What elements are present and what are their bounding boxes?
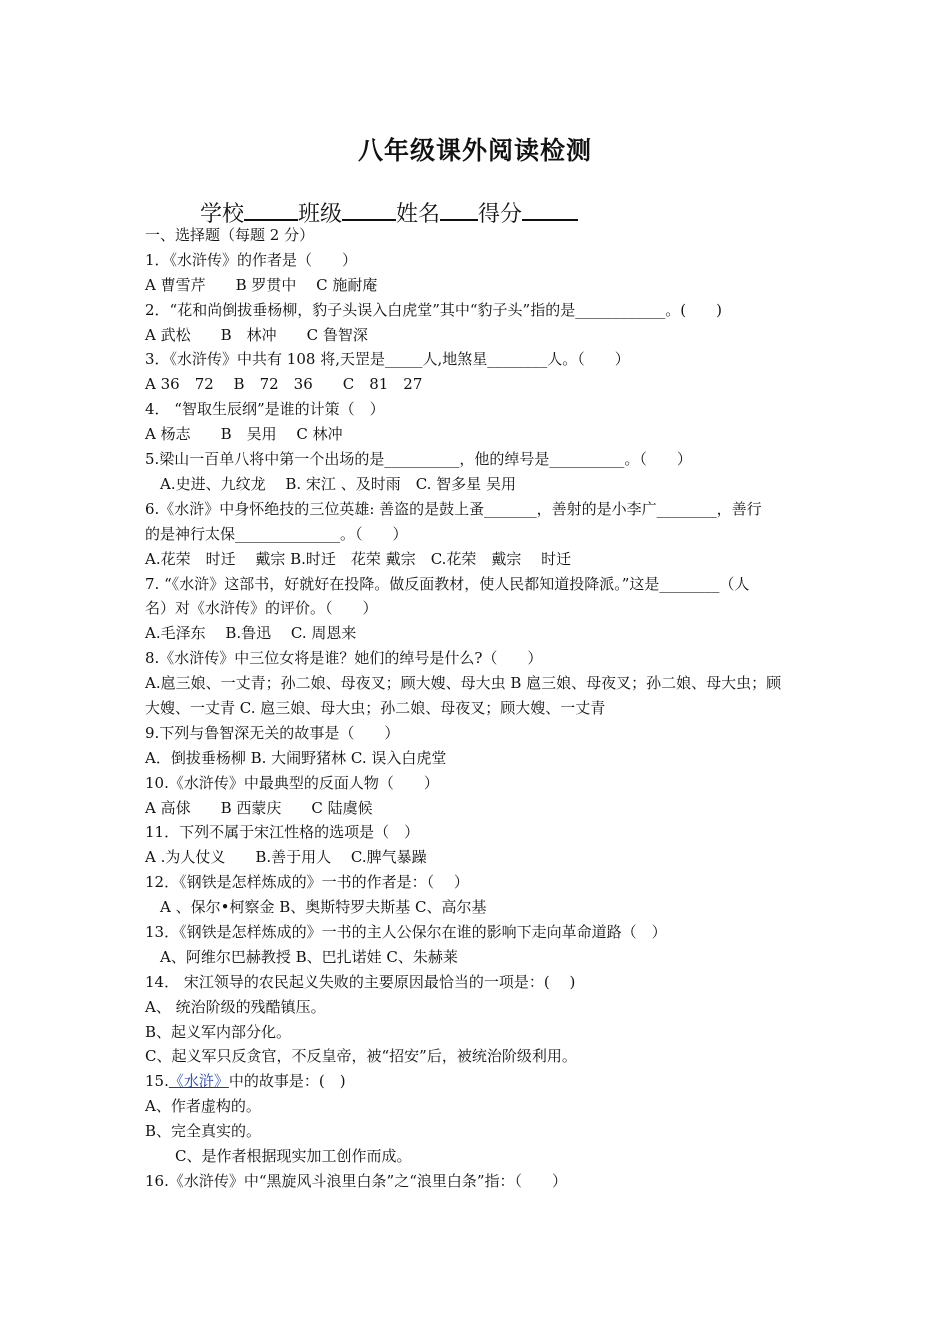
options-4: A 杨志 B 吴用 C 林冲	[145, 425, 343, 443]
question-3: 3．《水浒传》中共有 108 将,天罡是_____人,地煞星________人。（ ）	[145, 350, 630, 368]
question-14: 14． 宋江领导的农民起义失败的主要原因最恰当的一项是：( )	[145, 973, 576, 991]
options-5: A.史进、九纹龙 B. 宋江 、及时雨 C. 智多星 吴用	[160, 475, 516, 493]
question-2: 2．“花和尚倒拔垂杨柳，豹子头误入白虎堂”其中“豹子头”指的是____________。( )	[145, 301, 722, 319]
score-blank[interactable]	[522, 199, 578, 221]
shuihu-link[interactable]: 《水浒》	[168, 1072, 229, 1090]
question-9: 9.下列与鲁智深无关的故事是（ ）	[145, 724, 400, 742]
options-9: A．倒拔垂杨柳 B. 大闹野猪林 C. 误入白虎堂	[145, 749, 447, 767]
option-15-c: C、是作者根据现实加工创作而成。	[175, 1147, 412, 1165]
question-13: 13．《钢铁是怎样炼成的》一书的主人公保尔在谁的影响下走向革命道路（ ）	[145, 923, 667, 941]
question-15-number: 15.	[145, 1072, 169, 1090]
school-label: 学校	[200, 202, 245, 227]
name-blank[interactable]	[440, 199, 478, 221]
options-2: A 武松 B 林冲 C 鲁智深	[145, 326, 368, 344]
score-label: 得分	[478, 202, 523, 227]
option-15-b: B、完全真实的。	[145, 1122, 262, 1140]
question-15	[145, 1069, 811, 1093]
question-10: 10.《水浒传》中最典型的反面人物（ ）	[145, 774, 439, 792]
question-4: 4． “智取生辰纲”是谁的计策（ ）	[145, 400, 385, 418]
question-7-cont: 名）对《水浒传》的评价。（ ）	[145, 599, 378, 617]
option-15-a: A、作者虚构的。	[145, 1097, 261, 1115]
options-13: A、阿维尔巴赫教授 B、巴扎诺娃 C、朱赫莱	[160, 948, 458, 966]
section-heading: 一、选择题（每题 2 分）	[145, 226, 315, 244]
options-10: A 高俅 B 西蒙庆 C 陆虞候	[145, 799, 373, 817]
question-1: 1．《水浒传》的作者是（ ）	[145, 251, 358, 269]
question-5: 5.梁山一百单八将中第一个出场的是__________，他的绰号是__________。（ ）	[145, 450, 692, 468]
question-6-cont: 的是神行太保______________。（ ）	[145, 525, 408, 543]
question-16: 16.《水浒传》中“黑旋风斗浪里白条”之“浪里白条”指：（ ）	[145, 1172, 568, 1190]
option-14-b: B、起义军内部分化。	[145, 1023, 292, 1041]
question-11: 11．下列不属于宋江性格的选项是（ ）	[145, 823, 420, 841]
name-label: 姓名	[396, 202, 441, 227]
question-7: 7. “《水浒》这部书，好就好在投降。做反面教材，使人民都知道投降派。”这是________（人	[145, 575, 750, 593]
option-14-a: A、 统治阶级的残酷镇压。	[145, 998, 326, 1016]
option-14-c: C、起义军只反贪官，不反皇帝，被“招安”后，被统治阶级利用。	[145, 1047, 577, 1065]
options-7: A.毛泽东 B.鲁迅 C. 周恩来	[145, 624, 357, 642]
options-12: A 、保尔•柯察金 B、奥斯特罗夫斯基 C、高尔基	[160, 898, 487, 916]
options-6: A.花荣 时迁 戴宗 B.时迁 花荣 戴宗 C.花荣 戴宗 时迁	[145, 550, 572, 568]
question-12: 12．《钢铁是怎样炼成的》一书的作者是：（ ）	[145, 873, 469, 891]
options-1: A 曹雪芹 B 罗贯中 C 施耐庵	[145, 276, 378, 294]
question-8: 8.《水浒传》中三位女将是谁？她们的绰号是什么?（ ）	[145, 649, 543, 667]
question-6: 6.《水浒》中身怀绝技的三位英雄: 善盗的是鼓上蚤_______，善射的是小李广________，善行	[145, 500, 762, 518]
school-blank[interactable]	[244, 199, 298, 221]
options-8-cont: 大嫂、一丈青 C. 扈三娘、母大虫；孙二娘、母夜叉；顾大嫂、一丈青	[145, 699, 606, 717]
options-8: A.扈三娘、一丈青；孙二娘、母夜叉；顾大嫂、母大虫 B 扈三娘、母夜叉；孙二娘、母大虫；顾	[145, 674, 782, 692]
page-title: 八年级课外阅读检测	[357, 136, 592, 165]
class-label: 班级	[298, 202, 343, 227]
options-11: A .为人仗义 B.善于用人 C.脾气暴躁	[145, 848, 427, 866]
class-blank[interactable]	[342, 199, 396, 221]
question-15-text: 中的故事是：( )	[228, 1072, 346, 1090]
options-3: A 36 72 B 72 36 C 81 27	[145, 375, 423, 393]
